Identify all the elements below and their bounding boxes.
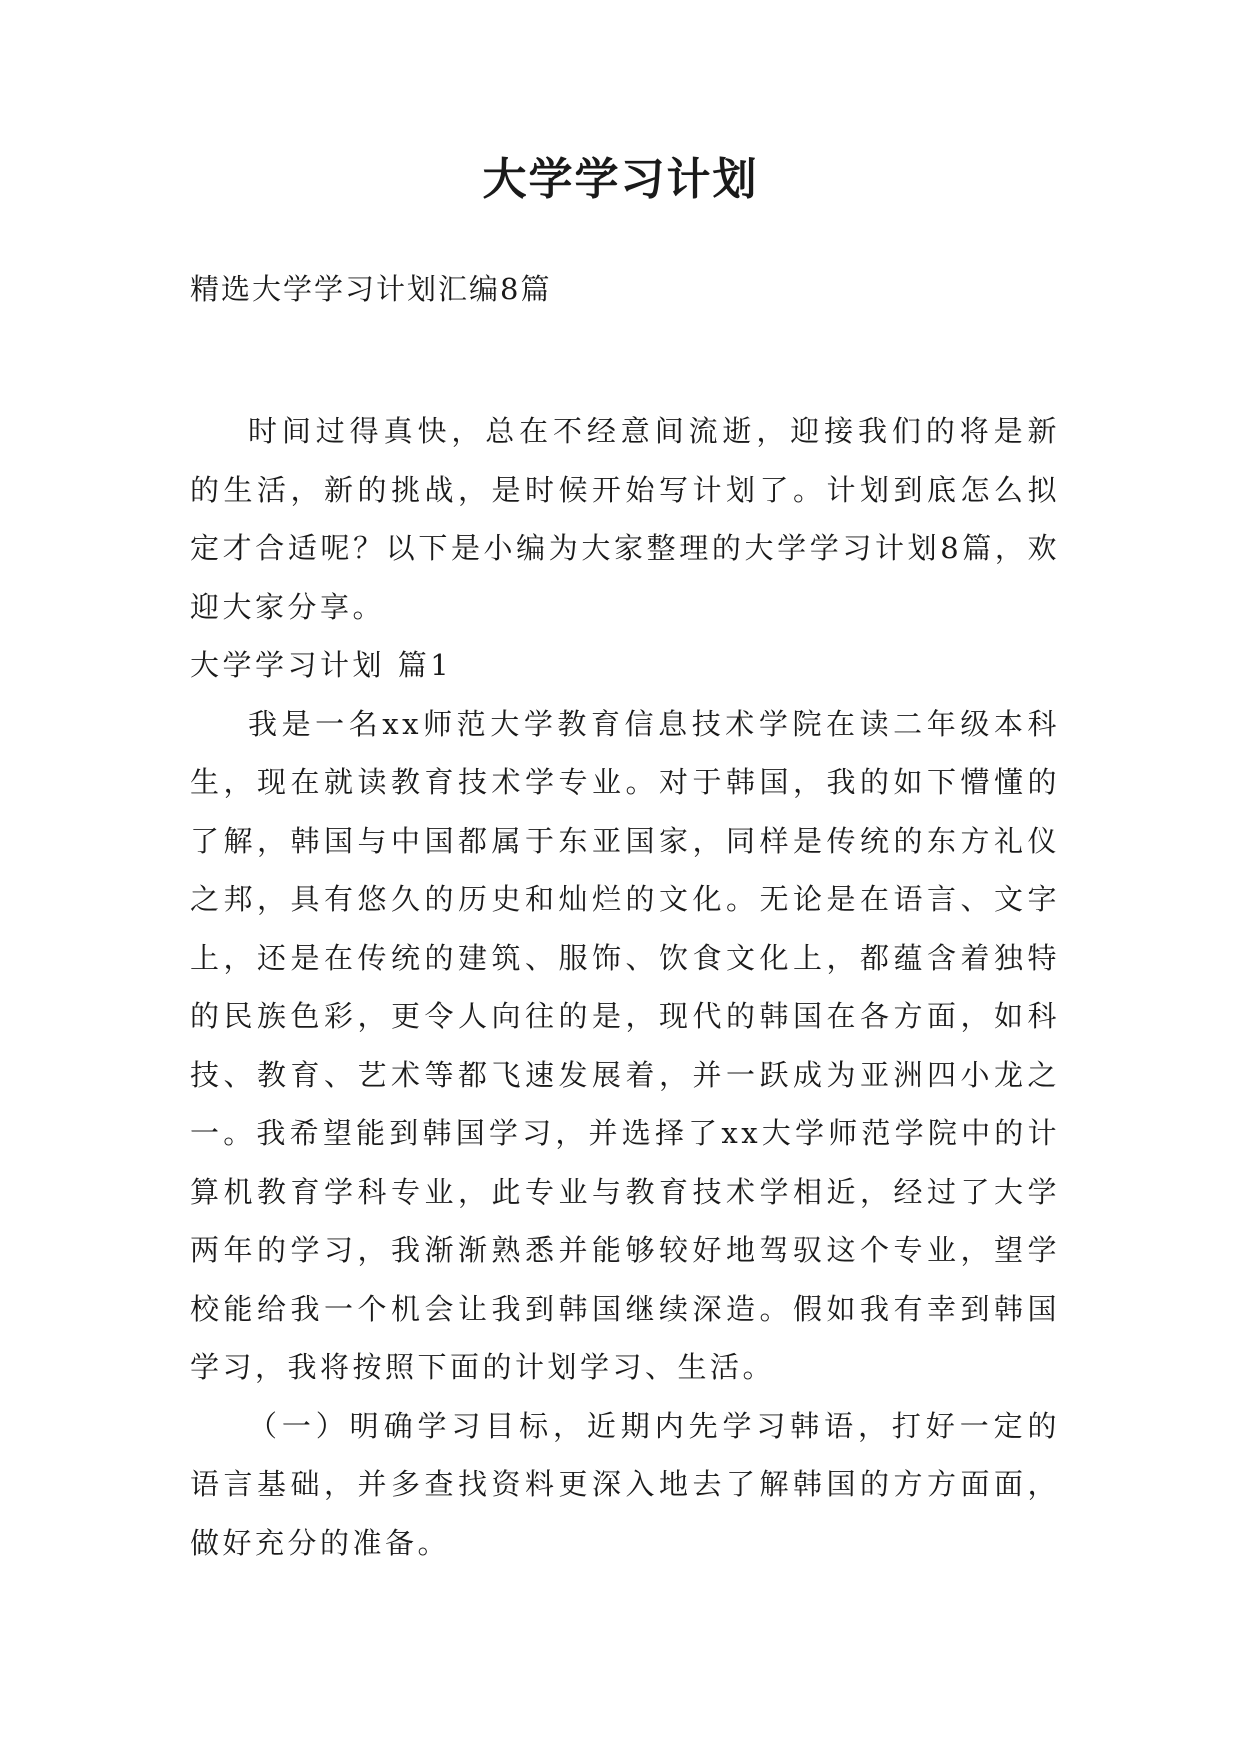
section-paragraph: （一）明确学习目标，近期内先学习韩语，打好一定的语言基础，并多查找资料更深入地去了解韩国的方方面面，做好充分的准备。 [190, 1408, 1060, 1560]
section-heading: 大学学习计划 篇1 [190, 648, 453, 682]
document-body [190, 402, 1060, 1572]
section-paragraph: 我是一名xx师范大学教育信息技术学院在读二年级本科生，现在就读教育技术学专业。对于韩国，我的如下懵懂的了解，韩国与中国都属于东亚国家，同样是传统的东方礼仪之邦，具有悠久的历史和灿烂的文化。无论是在语言、文字上，还是在传统的建筑、服饰、饮食文化上，都蕴含着独特的民族色彩，更令人向往的是，现代的韩国在各方面，如科技、教育、艺术等都飞速发展着，并一跃成为亚洲四小龙之一。我希望能到韩国学习，并选择了xx大学师范学院中的计算机教育学科专业，此专业与教育技术学相近，经过了大学两年的学习，我渐渐熟悉并能够较好地驾驭这个专业，望学校能给我一个机会让我到韩国继续深造。假如我有幸到韩国学习，我将按照下面的计划学习、生活。 [190, 706, 1060, 1384]
document-title: 大学学习计划 [482, 154, 759, 205]
document-subtitle: 精选大学学习计划汇编8篇 [190, 272, 552, 306]
intro-paragraph: 时间过得真快，总在不经意间流逝，迎接我们的将是新的生活，新的挑战，是时候开始写计划了。计划到底怎么拟定才合适呢？以下是小编为大家整理的大学学习计划8篇，欢迎大家分享。 [190, 414, 1060, 624]
